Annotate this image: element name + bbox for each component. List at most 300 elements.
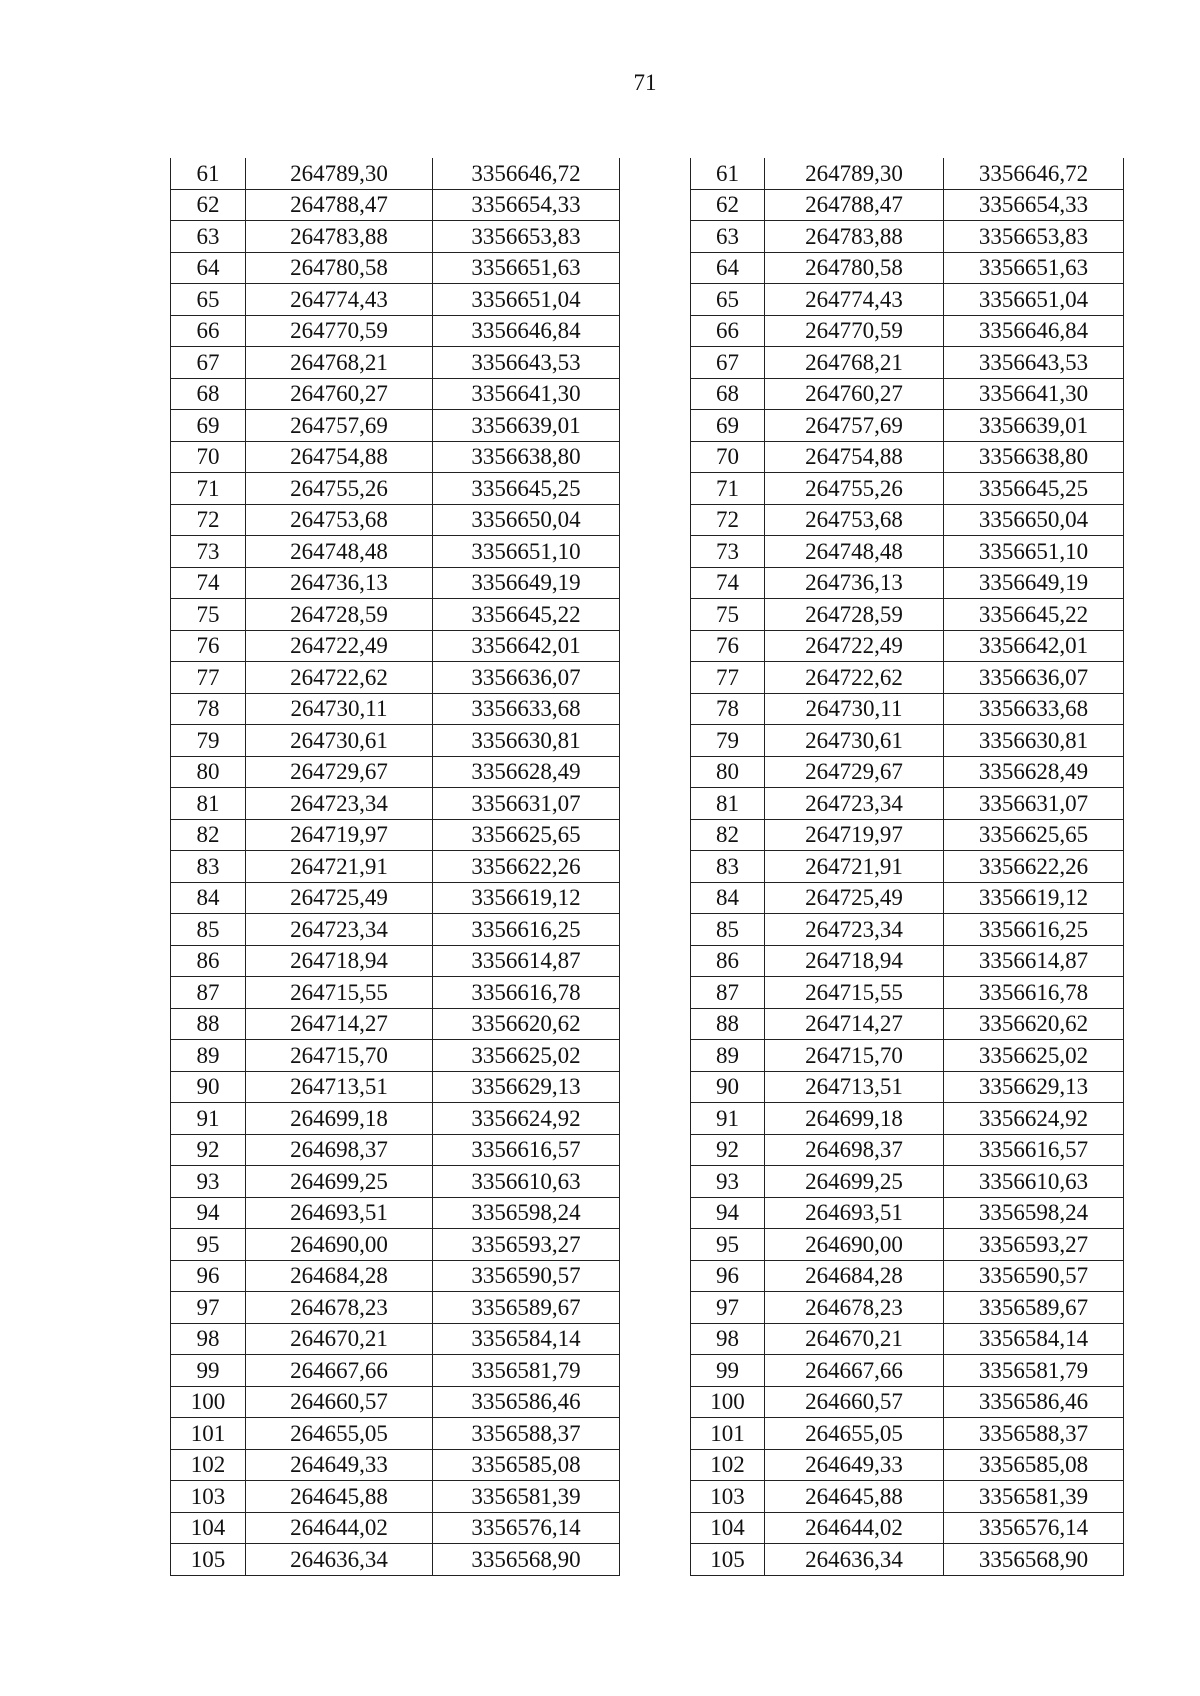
x-coordinate-cell: 264736,13: [246, 567, 433, 599]
table-row: [171, 473, 620, 505]
x-coordinate-cell: 264768,21: [246, 347, 433, 379]
x-coordinate-cell: 264753,68: [765, 504, 944, 536]
point-number-cell: 74: [691, 567, 765, 599]
x-coordinate-cell: 264760,27: [246, 378, 433, 410]
point-number-cell: 101: [171, 1418, 246, 1450]
table-row: [691, 347, 1124, 379]
y-coordinate-cell: 3356641,30: [944, 378, 1124, 410]
table-row: [691, 1166, 1124, 1198]
y-coordinate-cell: 3356625,02: [433, 1040, 620, 1072]
x-coordinate-cell: 264721,91: [765, 851, 944, 883]
table-row: [691, 284, 1124, 316]
point-number-cell: 89: [171, 1040, 246, 1072]
x-coordinate-cell: 264715,70: [765, 1040, 944, 1072]
x-coordinate-cell: 264725,49: [246, 882, 433, 914]
point-number-cell: 83: [691, 851, 765, 883]
point-number-cell: 89: [691, 1040, 765, 1072]
x-coordinate-cell: 264636,34: [246, 1544, 433, 1576]
point-number-cell: 64: [171, 252, 246, 284]
table-row: [691, 1355, 1124, 1387]
table-row: [691, 662, 1124, 694]
y-coordinate-cell: 3356628,49: [433, 756, 620, 788]
point-number-cell: 94: [171, 1197, 246, 1229]
x-coordinate-cell: 264774,43: [765, 284, 944, 316]
point-number-cell: 79: [171, 725, 246, 757]
x-coordinate-cell: 264699,18: [246, 1103, 433, 1135]
table-row: [691, 756, 1124, 788]
y-coordinate-cell: 3356646,72: [433, 158, 620, 189]
point-number-cell: 61: [691, 158, 765, 189]
point-number-cell: 100: [691, 1386, 765, 1418]
point-number-cell: 93: [171, 1166, 246, 1198]
table-row: [691, 1260, 1124, 1292]
x-coordinate-cell: 264713,51: [246, 1071, 433, 1103]
point-number-cell: 97: [691, 1292, 765, 1324]
table-row: [691, 1071, 1124, 1103]
table-row: [171, 693, 620, 725]
x-coordinate-cell: 264730,11: [765, 693, 944, 725]
point-number-cell: 92: [171, 1134, 246, 1166]
y-coordinate-cell: 3356586,46: [944, 1386, 1124, 1418]
x-coordinate-cell: 264645,88: [765, 1481, 944, 1513]
point-number-cell: 105: [691, 1544, 765, 1576]
point-number-cell: 95: [691, 1229, 765, 1261]
table-row: [171, 1229, 620, 1261]
table-row: [691, 473, 1124, 505]
y-coordinate-cell: 3356636,07: [433, 662, 620, 694]
point-number-cell: 66: [691, 315, 765, 347]
y-coordinate-cell: 3356588,37: [433, 1418, 620, 1450]
y-coordinate-cell: 3356620,62: [944, 1008, 1124, 1040]
x-coordinate-cell: 264760,27: [765, 378, 944, 410]
y-coordinate-cell: 3356619,12: [433, 882, 620, 914]
y-coordinate-cell: 3356649,19: [433, 567, 620, 599]
table-row: [691, 1512, 1124, 1544]
y-coordinate-cell: 3356654,33: [944, 189, 1124, 221]
point-number-cell: 99: [691, 1355, 765, 1387]
x-coordinate-cell: 264690,00: [765, 1229, 944, 1261]
table-row: [171, 252, 620, 284]
x-coordinate-cell: 264649,33: [765, 1449, 944, 1481]
y-coordinate-cell: 3356653,83: [433, 221, 620, 253]
table-row: [691, 1481, 1124, 1513]
y-coordinate-cell: 3356638,80: [944, 441, 1124, 473]
x-coordinate-cell: 264723,34: [765, 914, 944, 946]
x-coordinate-cell: 264722,62: [765, 662, 944, 694]
point-number-cell: 98: [171, 1323, 246, 1355]
x-coordinate-cell: 264719,97: [765, 819, 944, 851]
point-number-cell: 93: [691, 1166, 765, 1198]
table-row: [171, 914, 620, 946]
x-coordinate-cell: 264718,94: [765, 945, 944, 977]
x-coordinate-cell: 264699,25: [765, 1166, 944, 1198]
table-row: [691, 1197, 1124, 1229]
table-row: [691, 378, 1124, 410]
table-row: [171, 1355, 620, 1387]
y-coordinate-cell: 3356568,90: [944, 1544, 1124, 1576]
y-coordinate-cell: 3356625,65: [944, 819, 1124, 851]
y-coordinate-cell: 3356629,13: [433, 1071, 620, 1103]
table-row: [171, 945, 620, 977]
y-coordinate-cell: 3356642,01: [944, 630, 1124, 662]
y-coordinate-cell: 3356590,57: [944, 1260, 1124, 1292]
point-number-cell: 67: [171, 347, 246, 379]
point-number-cell: 90: [691, 1071, 765, 1103]
point-number-cell: 92: [691, 1134, 765, 1166]
x-coordinate-cell: 264660,57: [246, 1386, 433, 1418]
point-number-cell: 77: [171, 662, 246, 694]
table-row: [171, 756, 620, 788]
x-coordinate-cell: 264783,88: [765, 221, 944, 253]
table-row: [691, 1544, 1124, 1576]
table-row: [171, 977, 620, 1009]
y-coordinate-cell: 3356629,13: [944, 1071, 1124, 1103]
y-coordinate-cell: 3356625,65: [433, 819, 620, 851]
point-number-cell: 95: [171, 1229, 246, 1261]
y-coordinate-cell: 3356585,08: [944, 1449, 1124, 1481]
table-row: [691, 851, 1124, 883]
x-coordinate-cell: 264655,05: [765, 1418, 944, 1450]
table-row: [691, 1386, 1124, 1418]
x-coordinate-cell: 264774,43: [246, 284, 433, 316]
y-coordinate-cell: 3356641,30: [433, 378, 620, 410]
page-number: 71: [633, 70, 657, 95]
x-coordinate-cell: 264780,58: [765, 252, 944, 284]
x-coordinate-cell: 264655,05: [246, 1418, 433, 1450]
x-coordinate-cell: 264678,23: [246, 1292, 433, 1324]
table-row: [691, 693, 1124, 725]
point-number-cell: 70: [691, 441, 765, 473]
table-row: [691, 252, 1124, 284]
x-coordinate-cell: 264730,61: [246, 725, 433, 757]
table-row: [171, 882, 620, 914]
table-row: [691, 189, 1124, 221]
point-number-cell: 72: [691, 504, 765, 536]
x-coordinate-cell: 264748,48: [765, 536, 944, 568]
y-coordinate-cell: 3356581,79: [433, 1355, 620, 1387]
point-number-cell: 79: [691, 725, 765, 757]
y-coordinate-cell: 3356625,02: [944, 1040, 1124, 1072]
table-row: [691, 1008, 1124, 1040]
point-number-cell: 64: [691, 252, 765, 284]
table-row: [691, 221, 1124, 253]
table-row: [691, 441, 1124, 473]
point-number-cell: 85: [171, 914, 246, 946]
y-coordinate-cell: 3356639,01: [944, 410, 1124, 442]
point-number-cell: 71: [691, 473, 765, 505]
y-coordinate-cell: 3356642,01: [433, 630, 620, 662]
y-coordinate-cell: 3356581,39: [433, 1481, 620, 1513]
point-number-cell: 76: [691, 630, 765, 662]
x-coordinate-cell: 264722,49: [765, 630, 944, 662]
table-row: [171, 347, 620, 379]
x-coordinate-cell: 264719,97: [246, 819, 433, 851]
table-row: [691, 819, 1124, 851]
y-coordinate-cell: 3356646,84: [433, 315, 620, 347]
y-coordinate-cell: 3356639,01: [433, 410, 620, 442]
y-coordinate-cell: 3356585,08: [433, 1449, 620, 1481]
x-coordinate-cell: 264649,33: [246, 1449, 433, 1481]
y-coordinate-cell: 3356651,10: [433, 536, 620, 568]
y-coordinate-cell: 3356593,27: [944, 1229, 1124, 1261]
y-coordinate-cell: 3356638,80: [433, 441, 620, 473]
table-row: [691, 788, 1124, 820]
y-coordinate-cell: 3356581,39: [944, 1481, 1124, 1513]
table-row: [691, 882, 1124, 914]
y-coordinate-cell: 3356650,04: [944, 504, 1124, 536]
x-coordinate-cell: 264667,66: [246, 1355, 433, 1387]
y-coordinate-cell: 3356633,68: [944, 693, 1124, 725]
point-number-cell: 81: [171, 788, 246, 820]
x-coordinate-cell: 264783,88: [246, 221, 433, 253]
table-row: [691, 977, 1124, 1009]
y-coordinate-cell: 3356588,37: [944, 1418, 1124, 1450]
table-row: [691, 1134, 1124, 1166]
point-number-cell: 102: [171, 1449, 246, 1481]
point-number-cell: 100: [171, 1386, 246, 1418]
point-number-cell: 63: [691, 221, 765, 253]
x-coordinate-cell: 264684,28: [246, 1260, 433, 1292]
x-coordinate-cell: 264789,30: [765, 158, 944, 189]
y-coordinate-cell: 3356651,10: [944, 536, 1124, 568]
point-number-cell: 66: [171, 315, 246, 347]
y-coordinate-cell: 3356653,83: [944, 221, 1124, 253]
point-number-cell: 74: [171, 567, 246, 599]
x-coordinate-cell: 264736,13: [765, 567, 944, 599]
point-number-cell: 87: [691, 977, 765, 1009]
point-number-cell: 80: [171, 756, 246, 788]
point-number-cell: 71: [171, 473, 246, 505]
point-number-cell: 88: [171, 1008, 246, 1040]
point-number-cell: 75: [691, 599, 765, 631]
y-coordinate-cell: 3356616,78: [433, 977, 620, 1009]
table-row: [691, 536, 1124, 568]
x-coordinate-cell: 264660,57: [765, 1386, 944, 1418]
point-number-cell: 69: [691, 410, 765, 442]
table-row: [691, 599, 1124, 631]
y-coordinate-cell: 3356616,25: [944, 914, 1124, 946]
table-row: [691, 158, 1124, 189]
y-coordinate-cell: 3356646,84: [944, 315, 1124, 347]
table-row: [171, 315, 620, 347]
table-row: [171, 1071, 620, 1103]
point-number-cell: 97: [171, 1292, 246, 1324]
point-number-cell: 83: [171, 851, 246, 883]
table-row: [171, 1260, 620, 1292]
y-coordinate-cell: 3356616,78: [944, 977, 1124, 1009]
point-number-cell: 82: [691, 819, 765, 851]
point-number-cell: 65: [171, 284, 246, 316]
y-coordinate-cell: 3356576,14: [433, 1512, 620, 1544]
x-coordinate-cell: 264699,18: [765, 1103, 944, 1135]
x-coordinate-cell: 264770,59: [765, 315, 944, 347]
coordinates-table-left: [170, 158, 620, 1576]
x-coordinate-cell: 264728,59: [246, 599, 433, 631]
table-row: [691, 504, 1124, 536]
point-number-cell: 68: [691, 378, 765, 410]
point-number-cell: 96: [691, 1260, 765, 1292]
x-coordinate-cell: 264678,23: [765, 1292, 944, 1324]
table-row: [171, 1197, 620, 1229]
y-coordinate-cell: 3356633,68: [433, 693, 620, 725]
table-row: [171, 378, 620, 410]
y-coordinate-cell: 3356643,53: [944, 347, 1124, 379]
point-number-cell: 86: [171, 945, 246, 977]
table-row: [691, 1229, 1124, 1261]
y-coordinate-cell: 3356628,49: [944, 756, 1124, 788]
table-row: [171, 567, 620, 599]
x-coordinate-cell: 264780,58: [246, 252, 433, 284]
x-coordinate-cell: 264757,69: [246, 410, 433, 442]
x-coordinate-cell: 264693,51: [765, 1197, 944, 1229]
point-number-cell: 91: [171, 1103, 246, 1135]
table-row: [691, 725, 1124, 757]
y-coordinate-cell: 3356645,22: [433, 599, 620, 631]
x-coordinate-cell: 264715,70: [246, 1040, 433, 1072]
x-coordinate-cell: 264788,47: [246, 189, 433, 221]
table-row: [171, 504, 620, 536]
y-coordinate-cell: 3356614,87: [433, 945, 620, 977]
y-coordinate-cell: 3356619,12: [944, 882, 1124, 914]
y-coordinate-cell: 3356614,87: [944, 945, 1124, 977]
point-number-cell: 105: [171, 1544, 246, 1576]
x-coordinate-cell: 264698,37: [765, 1134, 944, 1166]
y-coordinate-cell: 3356630,81: [944, 725, 1124, 757]
point-number-cell: 82: [171, 819, 246, 851]
y-coordinate-cell: 3356620,62: [433, 1008, 620, 1040]
x-coordinate-cell: 264754,88: [246, 441, 433, 473]
x-coordinate-cell: 264645,88: [246, 1481, 433, 1513]
table-row: [171, 1323, 620, 1355]
x-coordinate-cell: 264723,34: [246, 788, 433, 820]
coordinates-table-right: [690, 158, 1124, 1576]
point-number-cell: 99: [171, 1355, 246, 1387]
point-number-cell: 85: [691, 914, 765, 946]
table-row: [171, 1481, 620, 1513]
y-coordinate-cell: 3356581,79: [944, 1355, 1124, 1387]
point-number-cell: 69: [171, 410, 246, 442]
y-coordinate-cell: 3356645,25: [944, 473, 1124, 505]
table-row: [171, 599, 620, 631]
point-number-cell: 61: [171, 158, 246, 189]
y-coordinate-cell: 3356631,07: [944, 788, 1124, 820]
point-number-cell: 90: [171, 1071, 246, 1103]
point-number-cell: 91: [691, 1103, 765, 1135]
y-coordinate-cell: 3356584,14: [944, 1323, 1124, 1355]
x-coordinate-cell: 264748,48: [246, 536, 433, 568]
y-coordinate-cell: 3356593,27: [433, 1229, 620, 1261]
y-coordinate-cell: 3356622,26: [944, 851, 1124, 883]
table-row: [171, 1512, 620, 1544]
table-row: [171, 536, 620, 568]
point-number-cell: 103: [691, 1481, 765, 1513]
y-coordinate-cell: 3356624,92: [944, 1103, 1124, 1135]
point-number-cell: 65: [691, 284, 765, 316]
table-row: [691, 630, 1124, 662]
y-coordinate-cell: 3356616,57: [433, 1134, 620, 1166]
point-number-cell: 81: [691, 788, 765, 820]
x-coordinate-cell: 264644,02: [246, 1512, 433, 1544]
x-coordinate-cell: 264730,11: [246, 693, 433, 725]
y-coordinate-cell: 3356636,07: [944, 662, 1124, 694]
y-coordinate-cell: 3356586,46: [433, 1386, 620, 1418]
y-coordinate-cell: 3356622,26: [433, 851, 620, 883]
x-coordinate-cell: 264722,49: [246, 630, 433, 662]
y-coordinate-cell: 3356584,14: [433, 1323, 620, 1355]
y-coordinate-cell: 3356616,25: [433, 914, 620, 946]
table-row: [691, 945, 1124, 977]
y-coordinate-cell: 3356589,67: [944, 1292, 1124, 1324]
point-number-cell: 76: [171, 630, 246, 662]
table-row: [171, 1166, 620, 1198]
point-number-cell: 62: [691, 189, 765, 221]
y-coordinate-cell: 3356645,22: [944, 599, 1124, 631]
table-row: [171, 284, 620, 316]
x-coordinate-cell: 264730,61: [765, 725, 944, 757]
y-coordinate-cell: 3356589,67: [433, 1292, 620, 1324]
table-row: [171, 1386, 620, 1418]
table-row: [171, 221, 620, 253]
y-coordinate-cell: 3356650,04: [433, 504, 620, 536]
point-number-cell: 72: [171, 504, 246, 536]
x-coordinate-cell: 264755,26: [765, 473, 944, 505]
x-coordinate-cell: 264670,21: [246, 1323, 433, 1355]
y-coordinate-cell: 3356624,92: [433, 1103, 620, 1135]
point-number-cell: 62: [171, 189, 246, 221]
x-coordinate-cell: 264722,62: [246, 662, 433, 694]
point-number-cell: 73: [691, 536, 765, 568]
point-number-cell: 75: [171, 599, 246, 631]
y-coordinate-cell: 3356646,72: [944, 158, 1124, 189]
x-coordinate-cell: 264721,91: [246, 851, 433, 883]
point-number-cell: 80: [691, 756, 765, 788]
point-number-cell: 87: [171, 977, 246, 1009]
table-row: [171, 1134, 620, 1166]
x-coordinate-cell: 264723,34: [246, 914, 433, 946]
x-coordinate-cell: 264693,51: [246, 1197, 433, 1229]
y-coordinate-cell: 3356654,33: [433, 189, 620, 221]
y-coordinate-cell: 3356630,81: [433, 725, 620, 757]
y-coordinate-cell: 3356645,25: [433, 473, 620, 505]
table-row: [691, 1323, 1124, 1355]
x-coordinate-cell: 264729,67: [246, 756, 433, 788]
y-coordinate-cell: 3356651,63: [433, 252, 620, 284]
point-number-cell: 84: [691, 882, 765, 914]
y-coordinate-cell: 3356590,57: [433, 1260, 620, 1292]
table-row: [171, 630, 620, 662]
point-number-cell: 98: [691, 1323, 765, 1355]
table-row: [691, 1292, 1124, 1324]
table-row: [171, 819, 620, 851]
x-coordinate-cell: 264690,00: [246, 1229, 433, 1261]
x-coordinate-cell: 264725,49: [765, 882, 944, 914]
table-row: [691, 410, 1124, 442]
table-row: [171, 1544, 620, 1576]
point-number-cell: 102: [691, 1449, 765, 1481]
point-number-cell: 86: [691, 945, 765, 977]
y-coordinate-cell: 3356610,63: [944, 1166, 1124, 1198]
table-row: [171, 1418, 620, 1450]
point-number-cell: 73: [171, 536, 246, 568]
point-number-cell: 101: [691, 1418, 765, 1450]
table-row: [171, 662, 620, 694]
x-coordinate-cell: 264754,88: [765, 441, 944, 473]
x-coordinate-cell: 264768,21: [765, 347, 944, 379]
point-number-cell: 63: [171, 221, 246, 253]
table-row: [171, 1449, 620, 1481]
x-coordinate-cell: 264670,21: [765, 1323, 944, 1355]
y-coordinate-cell: 3356616,57: [944, 1134, 1124, 1166]
